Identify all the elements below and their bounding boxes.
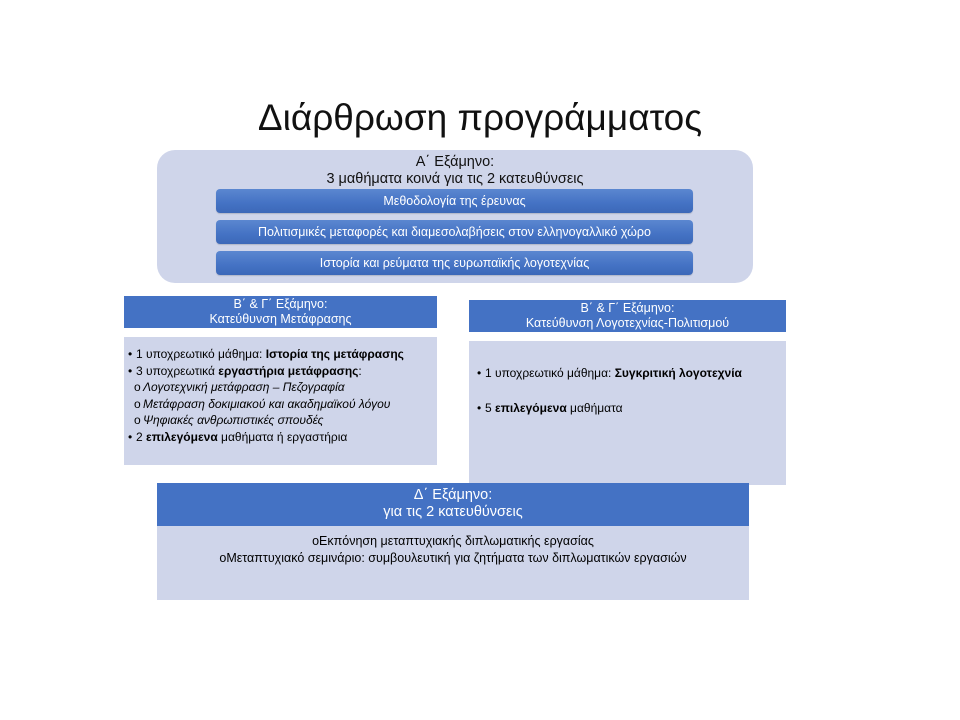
list-item: oΜεταπτυχιακό σεμινάριο: συμβουλευτική για ζητήματα των διπλωματικών εργασιών — [219, 551, 687, 565]
literature-track-header — [469, 300, 786, 332]
translation-track-subheading: Κατεύθυνση Μετάφρασης — [209, 312, 352, 326]
course-cultural-transfers: Πολιτισμικές μεταφορές και διαμεσολαβήσεις στον ελληνογαλλικό χώρο — [216, 220, 693, 244]
list-subitem: o Μετάφραση δοκιμιακού και ακαδημαϊκού λόγου — [128, 396, 437, 413]
translation-track-panel — [124, 337, 437, 465]
semester-d-header — [157, 483, 749, 526]
semester-a-panel — [157, 150, 753, 283]
semester-d-subheading: για τις 2 κατευθύνσεις — [383, 504, 523, 520]
course-research-methodology: Μεθοδολογία της έρευνας — [216, 189, 693, 213]
semester-d-heading: Δ΄ Εξάμηνο: — [413, 487, 493, 503]
list-subitem: o Λογοτεχνική μετάφραση – Πεζογραφία — [128, 379, 437, 396]
page-title: Διάρθρωση προγράμματος — [257, 97, 703, 138]
course-european-literature: Ιστορία και ρεύματα της ευρωπαϊκής λογοτεχνίας — [216, 251, 693, 275]
list-item: oΕκπόνηση μεταπτυχιακής διπλωματικής εργασίας — [312, 534, 594, 548]
literature-track-heading: Β΄ & Γ΄ Εξάμηνο: — [580, 301, 675, 315]
list-item: • 3 υποχρεωτικά εργαστήρια μετάφρασης: — [128, 363, 437, 380]
list-subitem: o Ψηφιακές ανθρωπιστικές σπουδές — [128, 412, 437, 429]
semester-a-heading: Α΄ Εξάμηνο: — [415, 154, 495, 170]
semester-d-panel — [157, 526, 749, 600]
semester-a-subheading: 3 μαθήματα κοινά για τις 2 κατευθύνσεις — [326, 171, 584, 187]
list-item: • 2 επιλεγόμενα μαθήματα ή εργαστήρια — [128, 429, 437, 446]
list-item: • 1 υποχρεωτικό μάθημα: Ιστορία της μετάφρασης — [128, 346, 437, 363]
list-item: • 1 υποχρεωτικό μάθημα: Συγκριτική λογοτεχνία — [477, 365, 786, 382]
translation-track-heading: Β΄ & Γ΄ Εξάμηνο: — [233, 297, 328, 311]
list-item: • 5 επιλεγόμενα μαθήματα — [477, 400, 786, 417]
literature-track-subheading: Κατεύθυνση Λογοτεχνίας-Πολιτισμού — [525, 316, 730, 330]
semester-a-title — [157, 154, 753, 188]
translation-track-header — [124, 296, 437, 328]
literature-track-panel — [469, 341, 786, 485]
